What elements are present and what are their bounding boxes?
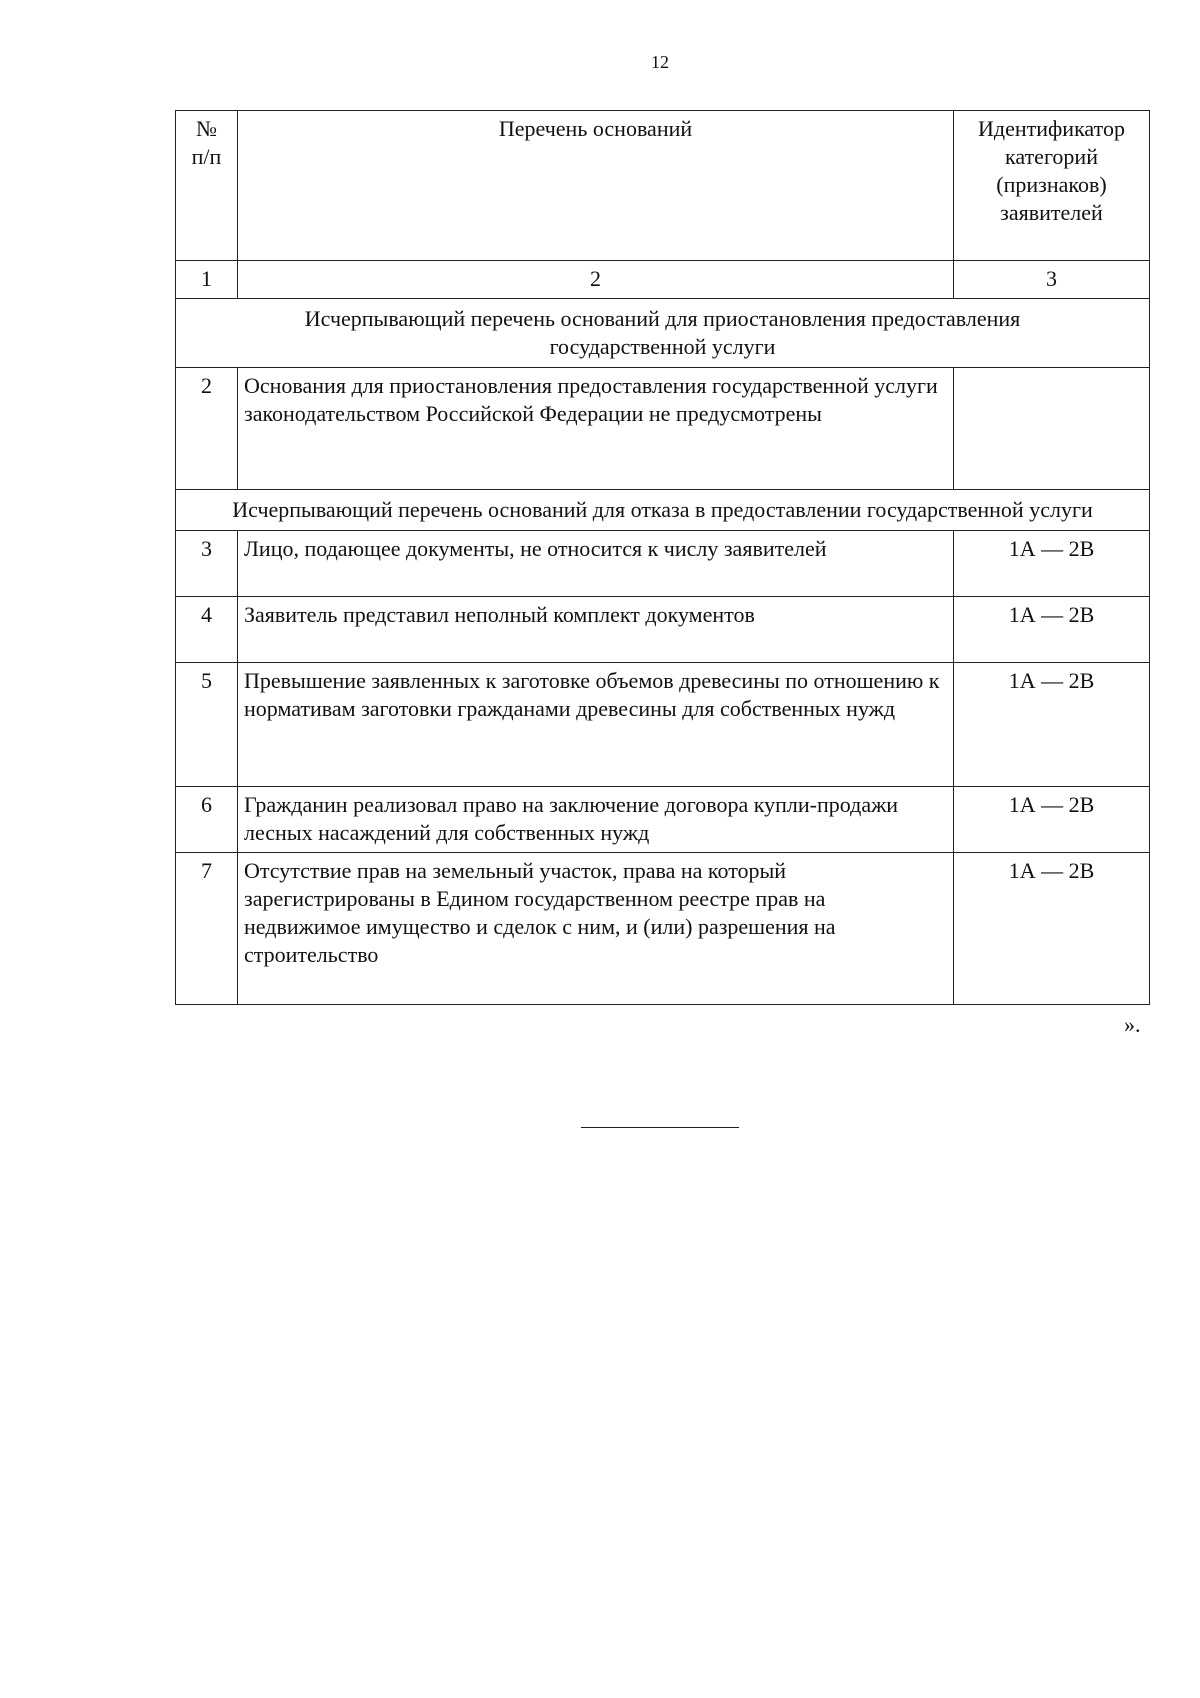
table-row — [176, 531, 1150, 597]
row-reason: Превышение заявленных к заготовке объемов древесины по отношению к нормативам заготовки гражданами древесины для собственных нужд — [238, 663, 954, 787]
table-row — [176, 663, 1150, 787]
section-suspension-title: Исчерпывающий перечень оснований для приостановления предоставления государственной услуги — [176, 299, 1150, 368]
table-header-row — [176, 111, 1150, 261]
index-id: 3 — [954, 261, 1150, 299]
row-number: 2 — [176, 368, 238, 490]
row-identifier: 1А — 2В — [954, 663, 1150, 787]
grounds-table — [175, 110, 1150, 1005]
end-divider — [581, 1127, 739, 1128]
header-reason: Перечень оснований — [238, 111, 954, 261]
page-number: 12 — [651, 52, 669, 72]
section-refusal-row — [176, 490, 1150, 531]
table-row — [176, 597, 1150, 663]
table-row — [176, 368, 1150, 490]
table-row — [176, 853, 1150, 1005]
header-id: Идентификатор категорий (признаков) заявителей — [954, 111, 1150, 261]
row-reason: Основания для приостановления предоставления государственной услуги законодательством Российской Федерации не предусмотрены — [238, 368, 954, 490]
row-identifier: 1А — 2В — [954, 787, 1150, 853]
index-reason: 2 — [238, 261, 954, 299]
row-reason: Лицо, подающее документы, не относится к числу заявителей — [238, 531, 954, 597]
row-reason: Заявитель представил неполный комплект документов — [238, 597, 954, 663]
row-reason: Отсутствие прав на земельный участок, права на который зарегистрированы в Едином государственном реестре прав на недвижимое имущество и сделок с ним, и (или) разрешения на строительство — [238, 853, 954, 1005]
table-row — [176, 787, 1150, 853]
row-identifier — [954, 368, 1150, 490]
section-suspension-row — [176, 299, 1150, 368]
section-refusal-title: Исчерпывающий перечень оснований для отказа в предоставлении государственной услуги — [176, 490, 1150, 531]
row-number: 7 — [176, 853, 238, 1005]
row-identifier: 1А — 2В — [954, 531, 1150, 597]
row-reason: Гражданин реализовал право на заключение договора купли-продажи лесных насаждений для собственных нужд — [238, 787, 954, 853]
column-index-row — [176, 261, 1150, 299]
row-identifier: 1А — 2В — [954, 597, 1150, 663]
closing-quote: ». — [1124, 1012, 1141, 1037]
row-number: 4 — [176, 597, 238, 663]
header-num: № п/п — [176, 111, 238, 261]
row-number: 6 — [176, 787, 238, 853]
row-number: 5 — [176, 663, 238, 787]
row-identifier: 1А — 2В — [954, 853, 1150, 1005]
row-number: 3 — [176, 531, 238, 597]
index-num: 1 — [176, 261, 238, 299]
